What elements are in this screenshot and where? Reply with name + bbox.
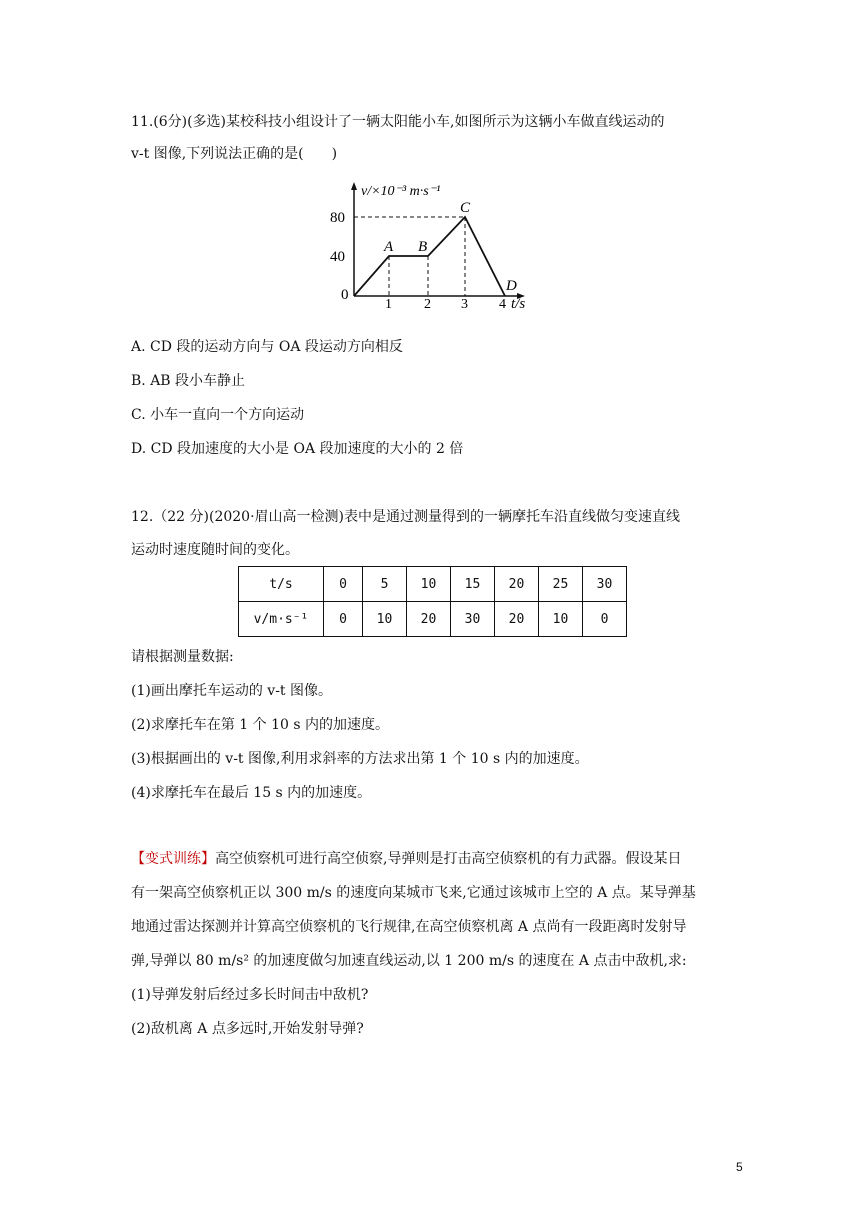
variant-line2: 有一架高空侦察机正以 300 m/s 的速度向某城市飞来,它通过该城市上空的 A 点。某导弹基 xyxy=(131,885,696,901)
table-cell: 25 xyxy=(539,567,583,602)
table-cell: 20 xyxy=(495,602,539,637)
table-row xyxy=(239,602,627,637)
table-row xyxy=(239,567,627,602)
x-axis-label: t/s xyxy=(511,296,526,312)
variant-item-1: (1)导弹发射后经过多长时间击中敌机? xyxy=(131,987,369,1003)
table-cell: 15 xyxy=(451,567,495,602)
table-cell: 20 xyxy=(495,567,539,602)
table-cell: 10 xyxy=(539,602,583,637)
y-axis-label: v/×10⁻³ m·s⁻¹ xyxy=(361,184,441,199)
table-header-time: t/s xyxy=(239,567,324,602)
vt-graph xyxy=(330,180,535,312)
table-cell: 10 xyxy=(407,567,451,602)
origin-label: 0 xyxy=(341,287,349,303)
x-tick-3: 3 xyxy=(461,297,468,312)
variant-line4: 弹,导弹以 80 m/s² 的加速度做匀加速直线运动,以 1 200 m/s 的速度在 A 点击中敌机,求: xyxy=(131,953,687,969)
variant-line1-text: 高空侦察机可进行高空侦察,导弹则是打击高空侦察机的有力武器。假设某日 xyxy=(215,851,682,867)
q12-item-2: (2)求摩托车在第 1 个 10 s 内的加速度。 xyxy=(131,717,389,733)
variant-tag: 【变式训练】 xyxy=(131,851,215,867)
y-tick-40: 40 xyxy=(330,249,345,265)
q11-stem-line2: v-t 图像,下列说法正确的是( ) xyxy=(131,146,338,162)
velocity-table xyxy=(238,566,627,637)
q11-option-a: A. CD 段的运动方向与 OA 段运动方向相反 xyxy=(131,339,403,355)
x-tick-4: 4 xyxy=(499,297,506,312)
y-axis-arrow xyxy=(351,182,357,190)
q11-option-b: B. AB 段小车静止 xyxy=(131,373,246,389)
variant-item-2: (2)敌机离 A 点多远时,开始发射导弹? xyxy=(131,1021,364,1037)
variant-line1 xyxy=(131,849,681,869)
table-cell: 0 xyxy=(324,567,363,602)
q11-stem-line1: 11.(6分)(多选)某校科技小组设计了一辆太阳能小车,如图所示为这辆小车做直线运动的 xyxy=(131,114,665,130)
x-tick-1: 1 xyxy=(385,297,392,312)
table-cell: 20 xyxy=(407,602,451,637)
q11-option-c: C. 小车一直向一个方向运动 xyxy=(131,407,305,423)
x-tick-2: 2 xyxy=(424,297,431,312)
point-a-label: A xyxy=(384,239,394,255)
q12-item-3: (3)根据画出的 v-t 图像,利用求斜率的方法求出第 1 个 10 s 内的加速度。 xyxy=(131,751,589,767)
q12-stem-line2: 运动时速度随时间的变化。 xyxy=(131,542,299,558)
table-cell: 0 xyxy=(583,602,627,637)
q11-option-d: D. CD 段加速度的大小是 OA 段加速度的大小的 2 倍 xyxy=(131,441,464,457)
point-c-label: C xyxy=(460,200,471,216)
table-cell: 0 xyxy=(324,602,363,637)
q12-item-1: (1)画出摩托车运动的 v-t 图像。 xyxy=(131,683,332,699)
y-tick-80: 80 xyxy=(330,210,345,226)
table-cell: 30 xyxy=(583,567,627,602)
point-d-label: D xyxy=(506,278,517,294)
q12-item-4: (4)求摩托车在最后 15 s 内的加速度。 xyxy=(131,785,372,801)
table-cell: 30 xyxy=(451,602,495,637)
variant-line3: 地通过雷达探测并计算高空侦察机的飞行规律,在高空侦察机离 A 点尚有一段距离时发射导 xyxy=(131,919,687,935)
table-header-velocity: v/m·s⁻¹ xyxy=(239,602,324,637)
q12-stem-line1: 12.（22 分)(2020·眉山高一检测)表中是通过测量得到的一辆摩托车沿直线做匀变速直线 xyxy=(131,509,680,525)
vt-polyline xyxy=(354,217,505,296)
point-b-label: B xyxy=(418,239,428,255)
table-cell: 10 xyxy=(363,602,407,637)
page-number: 5 xyxy=(736,1160,743,1174)
table-cell: 5 xyxy=(363,567,407,602)
q12-prompt: 请根据测量数据: xyxy=(131,649,234,665)
